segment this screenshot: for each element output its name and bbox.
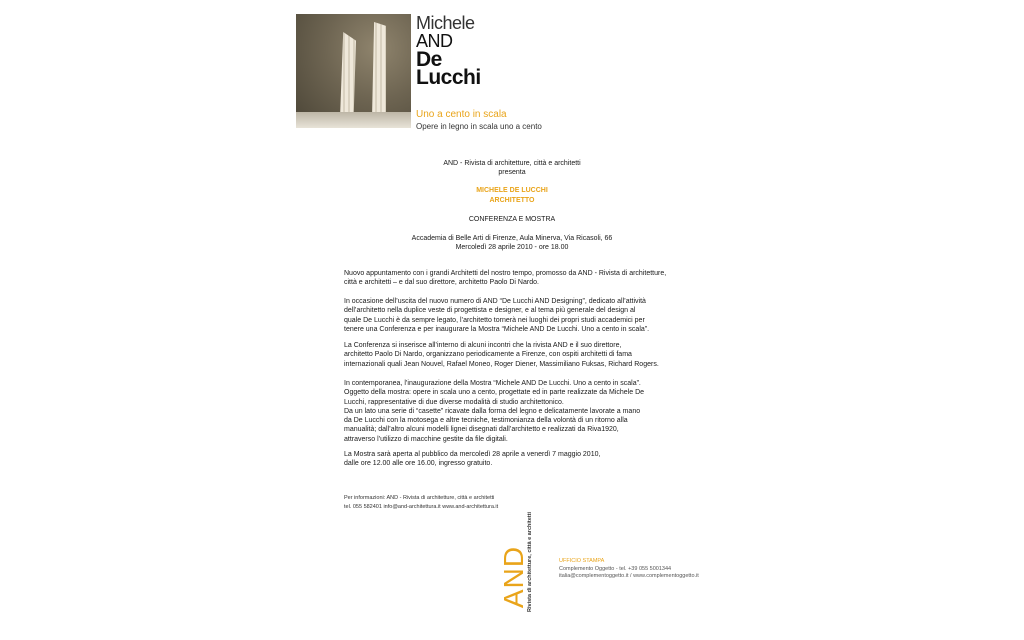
paragraph-2 <box>344 297 682 334</box>
title-lucchi: Lucchi <box>416 66 481 89</box>
architect-name: MICHELE DE LUCCHI <box>476 187 548 194</box>
wooden-tower-model <box>372 22 386 118</box>
intro-presenta: presenta <box>498 169 526 176</box>
paragraph-line: attraverso l’utilizzo di macchine gestite da file digitali. <box>344 435 508 443</box>
paragraph-line: dell’architetto nella duplice veste di progettista e designer, e al tema più generale del design al <box>344 307 636 315</box>
paragraph-line: dalle ore 12.00 alle ore 16.00, ingresso gratuito. <box>344 460 493 468</box>
paragraph-line: In occasione dell’uscita del nuovo numero di AND “De Lucchi AND Designing”, dedicato all’attività <box>344 298 646 305</box>
paragraph-4 <box>344 379 682 444</box>
title-michele: Michele <box>416 13 475 33</box>
press-contact: Complemento Oggetto - tel. +39 055 5001344 <box>559 565 672 572</box>
paragraph-line: architetto Paolo Di Nardo, organizzano periodicamente a Firenze, con ospiti architetti di fama <box>344 351 632 359</box>
paragraph-line: Oggetto della mostra: opere in scala uno a cento, progettate ed in parte realizzate da Michele De <box>344 389 645 397</box>
event-type: CONFERENZA E MOSTRA <box>468 216 556 223</box>
intro-publisher: AND - Rivista di architetture, città e architetti <box>443 160 581 167</box>
info-line: Per informazioni: AND - Rivista di architetture, città e architetti <box>344 495 495 501</box>
paragraph-line: manualità; dall’altro alcuni modelli lignei disegnati dall’architetto e realizzati da Riva1920, <box>344 426 619 434</box>
paragraph-line: Nuovo appuntamento con i grandi Architetti del nostro tempo, promosso da AND - Rivista di architetture, <box>344 270 667 277</box>
paragraph-line: Da un lato una serie di “casette” ricavate dalla forma del legno e delicatamente lavorate a mano <box>344 407 641 415</box>
paragraph-line: città e architetti – e dal suo direttore, architetto Paolo Di Nardo. <box>344 279 539 287</box>
paragraph-line: da De Lucchi con la motosega e altre tecniche, testimonianza della volontà di un ritorno alla <box>344 417 628 425</box>
title-and: AND <box>416 31 453 51</box>
paragraph-3 <box>344 341 682 369</box>
architect-title: ARCHITETTO <box>489 197 535 204</box>
event-date: Mercoledì 28 aprile 2010 - ore 18.00 <box>455 244 569 251</box>
paragraph-5 <box>344 450 682 469</box>
paragraph-line: Lucchi, rappresentative di due diverse modalità di studio architettonico. <box>344 398 564 406</box>
press-title: UFFICIO STAMPA <box>559 558 605 564</box>
paragraph-line: tenere una Conferenza e per inaugurare la Mostra “Michele AND De Lucchi. Uno a cento in scala”. <box>344 325 650 333</box>
contact-line: tel. 055 582401 info@and-architettura.it www.and-architettura.it <box>344 504 499 510</box>
wooden-tower-model <box>340 32 356 118</box>
press-office <box>559 558 699 581</box>
and-logo-subtitle <box>525 510 535 614</box>
paragraph-line: quale De Lucchi è da sempre legato, l’architetto tornerà nei luoghi dei propri studi accademici per <box>344 316 645 324</box>
paragraph-line: La Conferenza si inserisce all’interno di alcuni incontri che la rivista AND e il suo direttore, <box>344 342 622 349</box>
and-logo-subtitle-text: Rivista di architetture, città e architetti <box>527 512 533 612</box>
paragraph-line: La Mostra sarà aperta al pubblico da mercoledì 28 aprile a venerdì 7 maggio 2010, <box>344 451 601 458</box>
press-web: italia@complementoggetto.it / www.complementoggetto.it <box>559 573 699 579</box>
title-de: De <box>416 48 442 71</box>
event-venue: Accademia di Belle Arti di Firenze, Aula Minerva, Via Ricasoli, 66 <box>411 235 613 242</box>
tagline: Opere in legno in scala uno a cento <box>416 122 542 131</box>
and-logo-text: AND <box>498 545 529 609</box>
exhibition-photo <box>296 14 411 128</box>
photo-ground <box>296 112 411 128</box>
paragraph-1 <box>344 269 682 288</box>
paragraph-line: In contemporanea, l’inaugurazione della Mostra “Michele AND De Lucchi. Uno a cento in scala”. <box>344 380 641 387</box>
and-logo <box>498 545 529 609</box>
paragraph-line: internazionali quali Jean Nouvel, Rafael Moneo, Roger Diener, Massimiliano Fuksas, Richard Rogers. <box>344 360 659 368</box>
subtitle: Uno a cento in scala <box>416 109 507 120</box>
